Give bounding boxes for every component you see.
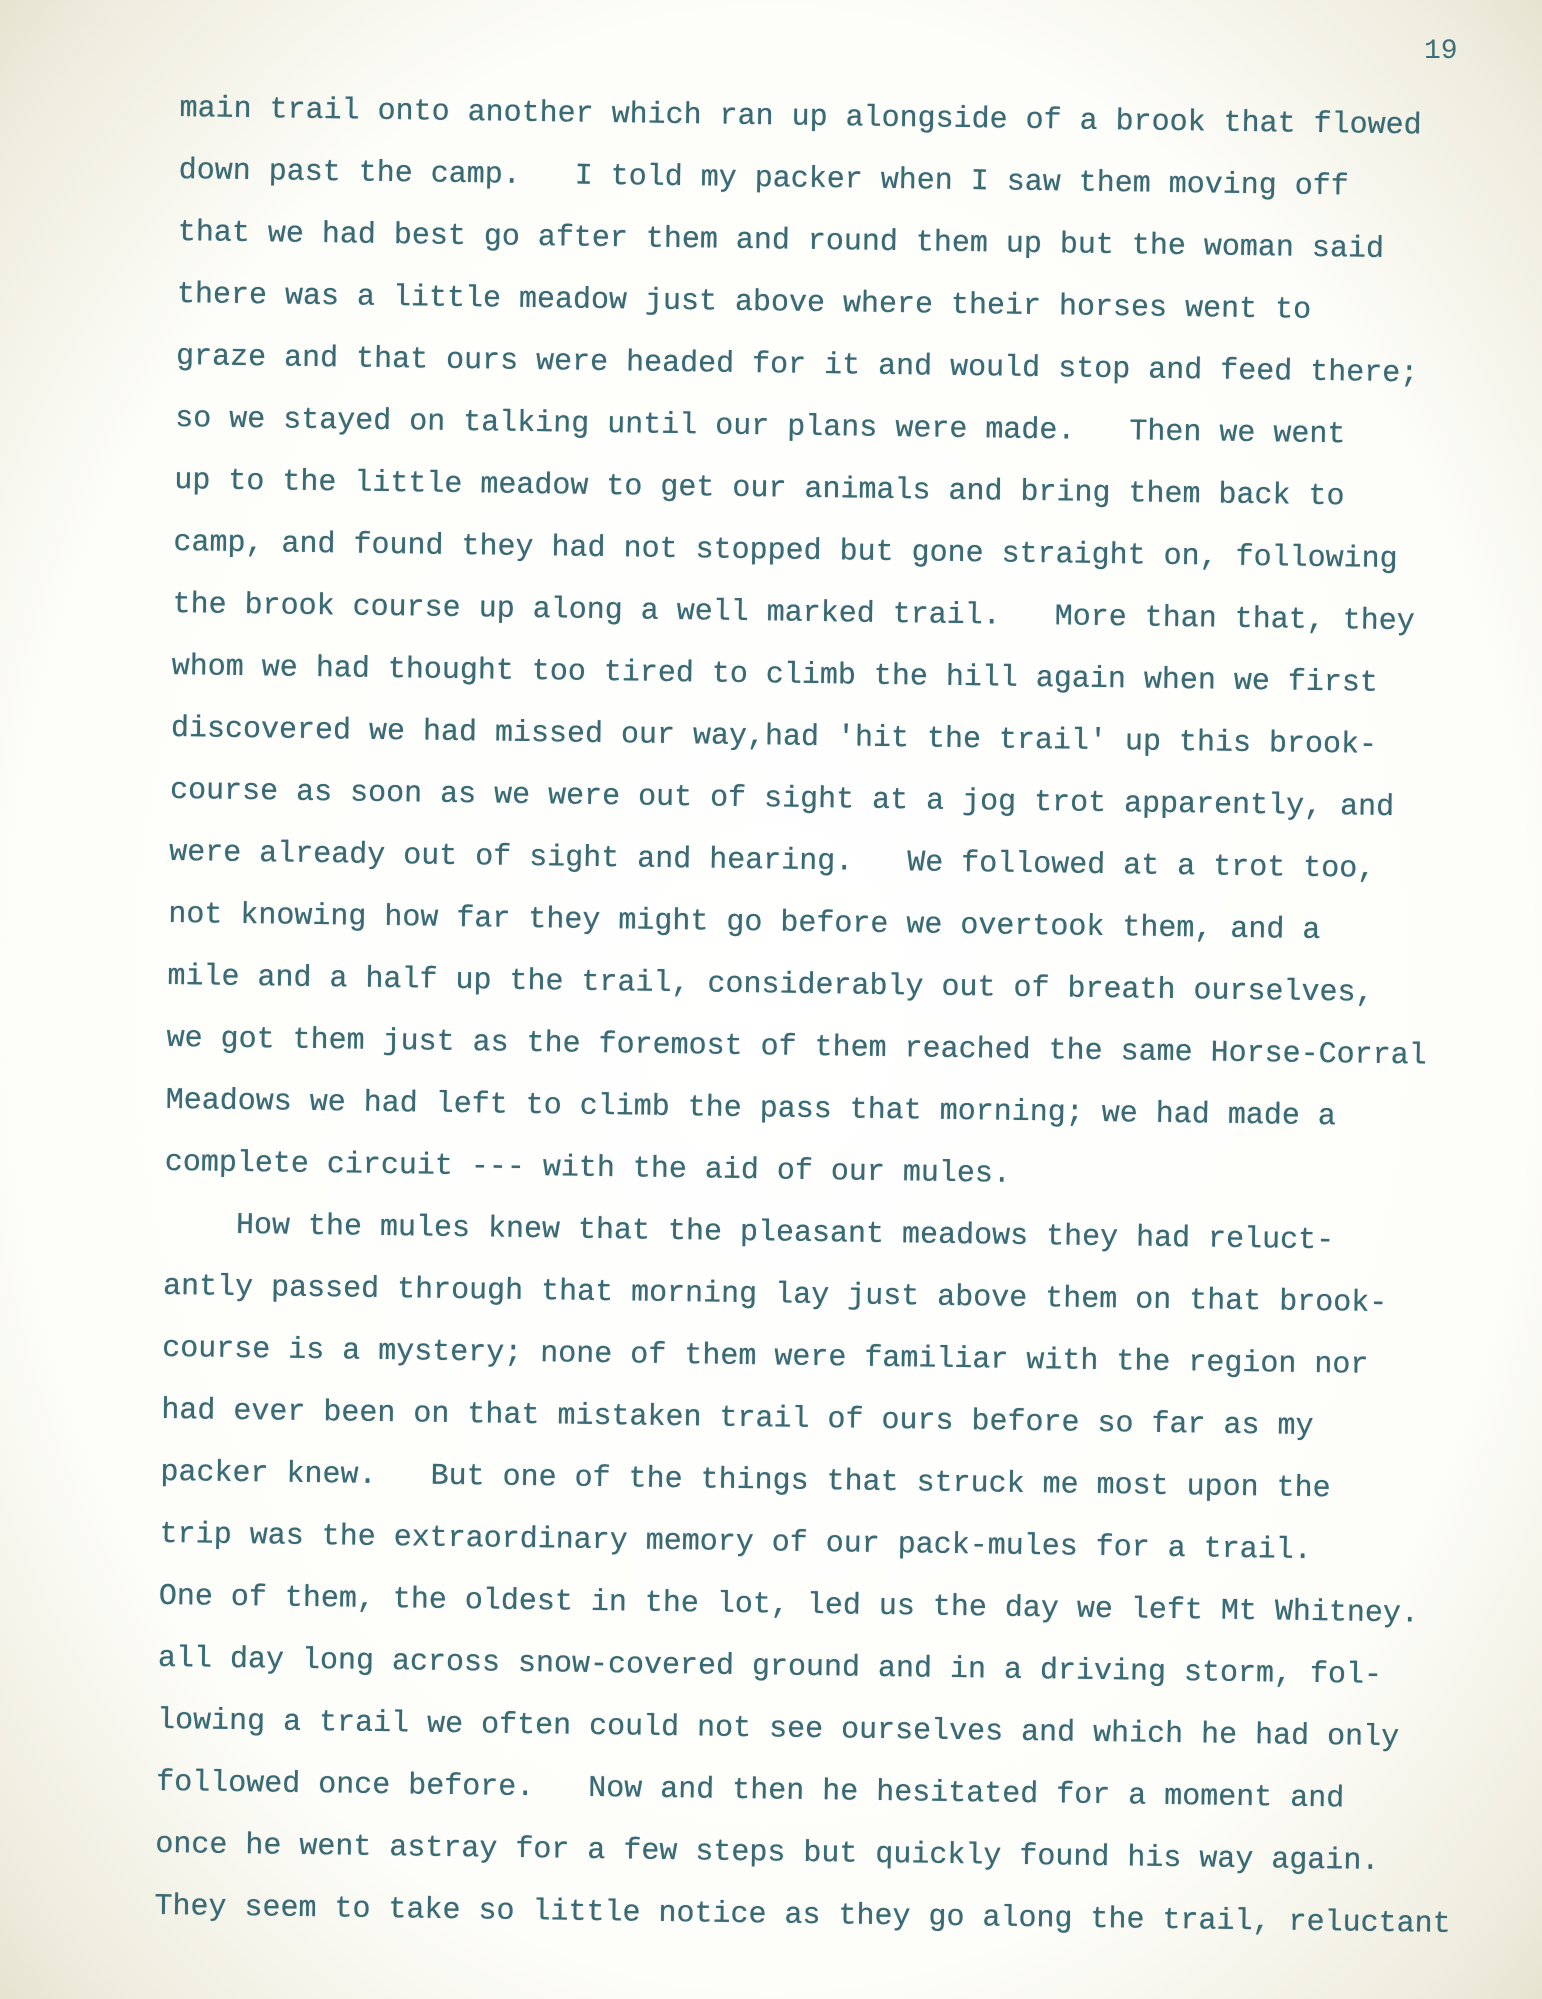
text-line: so we stayed on talking until our plans were made. Then we went (175, 401, 1346, 453)
text-line: up to the little meadow to get our animals and bring them back to (174, 463, 1345, 515)
text-line: whom we had thought too tired to climb the hill again when we first (171, 649, 1379, 701)
text-line: antly passed through that morning lay just above them on that brook- (162, 1269, 1388, 1321)
text-line: Meadows we had left to climb the pass that morning; we had made a (165, 1083, 1337, 1135)
text-line: main trail onto another which ran up alongside of a brook that flowed (179, 91, 1422, 144)
text-line: How the mules knew that the pleasant meadows they had reluct- (163, 1207, 1335, 1259)
text-line: once he went astray for a few steps but quickly found his way again. (155, 1827, 1380, 1879)
text-line: They seem to take so little notice as they go along the trail, reluctant (154, 1889, 1451, 1942)
text-line: complete circuit --- with the aid of our mules. (164, 1145, 1012, 1192)
text-line: were already out of sight and hearing. We followed at a trot too, (168, 835, 1376, 887)
text-line: all day long across snow-covered ground and in a driving storm, fol- (157, 1641, 1383, 1693)
text-line: the brook course up along a well marked trail. More than that, they (172, 587, 1415, 640)
text-line: course is a mystery; none of them were familiar with the region nor (162, 1331, 1369, 1383)
text-line: graze and that ours were headed for it and would stop and feed there; (175, 339, 1419, 392)
text-line: packer knew. But one of the things that struck me most upon the (160, 1455, 1331, 1507)
text-line: discovered we had missed our way,had 'hit the trail' up this brook- (170, 711, 1378, 763)
text-line: lowing a trail we often could not see ourselves and which he had only (156, 1703, 1400, 1756)
text-line: not knowing how far they might go before we overtook them, and a (168, 897, 1321, 949)
page-number: 19 (1424, 36, 1458, 67)
text-line: camp, and found they had not stopped but gone straight on, following (173, 525, 1398, 578)
typed-text-body (154, 78, 1500, 1956)
text-line: followed once before. Now and then he hesitated for a moment and (155, 1765, 1345, 1817)
text-line: trip was the extraordinary memory of our pack-mules for a trail. (159, 1517, 1312, 1568)
text-line: we got them just as the foremost of them reached the same Horse-Corral (166, 1021, 1427, 1074)
text-line: that we had best go after them and round them up but the woman said (177, 215, 1385, 267)
text-line: mile and a half up the trail, considerably out of breath ourselves, (167, 959, 1374, 1011)
text-line: down past the camp. I told my packer when I saw them moving off (178, 153, 1350, 205)
text-line: course as soon as we were out of sight at a jog trot apparently, and (169, 773, 1395, 826)
text-line: had ever been on that mistaken trail of ours before so far as my (161, 1393, 1314, 1444)
text-line: One of them, the oldest in the lot, led us the day we left Mt Whitney. (158, 1579, 1420, 1632)
text-line: there was a little meadow just above where their horses went to (176, 277, 1312, 328)
